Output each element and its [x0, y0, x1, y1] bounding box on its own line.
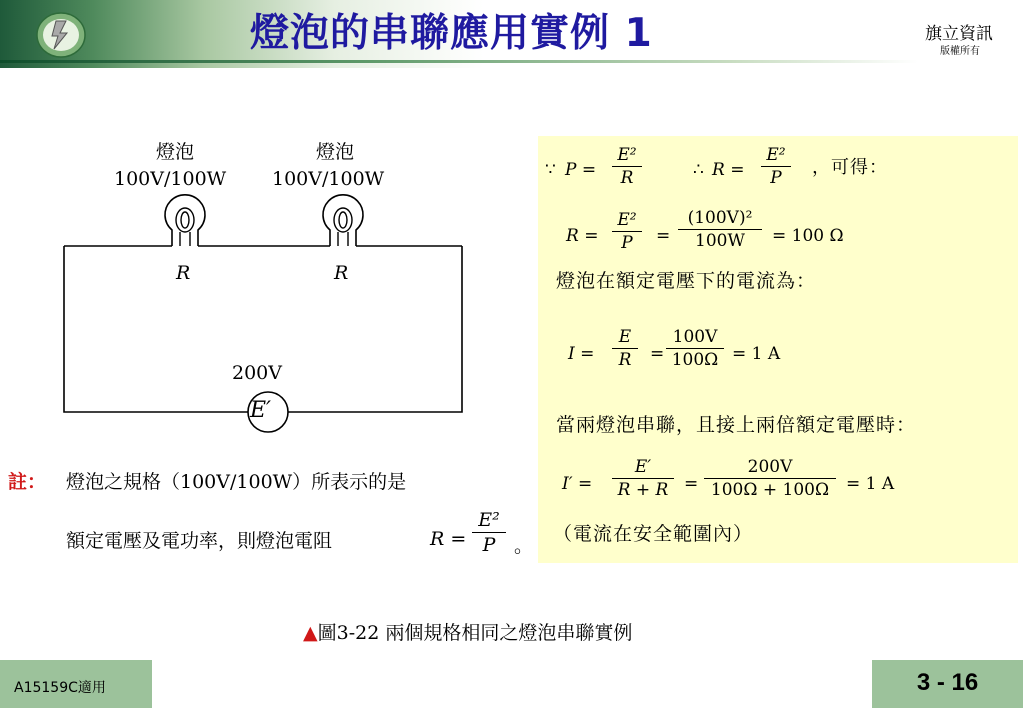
source-voltage-label: 200V — [232, 362, 282, 384]
circuit-wire — [64, 246, 248, 412]
eq1-lhs-2: R = — [712, 160, 745, 180]
bulb-1-name: 燈泡 — [156, 141, 195, 163]
publisher-rights: 版權所有 — [940, 46, 980, 57]
bulb-2-rating: 100V/100W — [272, 168, 385, 190]
eq4-fraction-1: $\frac{E'}{R + R}$ — [612, 457, 674, 500]
note-line-1: 燈泡之規格（100V/100W）所表示的是 — [66, 471, 407, 493]
eq1-fraction-2: $\frac{\text{E²}}{P}$ — [761, 145, 791, 188]
eq1-lhs: P = — [565, 160, 597, 180]
bulb-2-icon — [323, 195, 363, 246]
eq2-fraction-2: $\frac{\text{(100V)²}}{100W}$ — [678, 208, 762, 251]
page-title: 燈泡的串聯應用實例 1 — [250, 11, 653, 56]
caption-triangle-icon: ▲ — [303, 622, 318, 644]
bulb-1-icon — [165, 195, 205, 246]
panel-text-3: （電流在安全範圍內） — [553, 523, 754, 545]
eq4-equals: = — [684, 474, 699, 494]
circuit-wire — [288, 246, 462, 412]
publisher-name: 旗立資訊 — [925, 24, 993, 44]
eq1-tail: ，可得： — [812, 157, 888, 178]
eq4-lhs: I′ = — [562, 474, 593, 494]
panel-text-2: 當兩燈泡串聯，且接上兩倍額定電壓時： — [556, 414, 917, 436]
therefore-symbol: ∴ — [693, 160, 704, 180]
note-end: 。 — [514, 535, 534, 557]
source-symbol: E′ — [250, 398, 272, 423]
eq4-fraction-2: $\frac{200V}{100\Omega + 100\Omega}$ — [704, 457, 836, 500]
note-formula-lhs: R = — [430, 528, 467, 550]
footer-course-label: A15159C適用 — [0, 660, 152, 708]
resistor-1-label: R — [176, 262, 191, 284]
footer-page-number: 3 - 16 — [872, 660, 1023, 708]
bulb-2-name: 燈泡 — [316, 141, 355, 163]
eq3-result: = 1 A — [732, 344, 781, 364]
figure-caption — [303, 618, 632, 645]
because-symbol: ∵ — [545, 160, 556, 180]
eq1-fraction: $\frac{\text{E²}}{R}$ — [612, 145, 642, 188]
eq3-equals: = — [650, 344, 665, 364]
bulb-1-rating: 100V/100W — [114, 168, 227, 190]
eq3-lhs: I = — [568, 344, 595, 364]
eq4-result: = 1 A — [846, 474, 895, 494]
eq2-equals: = — [656, 226, 671, 246]
eq2-result: = 100 Ω — [772, 226, 844, 246]
note-heading: 註： — [8, 471, 47, 493]
eq3-fraction-2: $\frac{100V}{100\Omega}$ — [666, 327, 724, 370]
publisher-logo-icon — [34, 9, 88, 59]
panel-text-1: 燈泡在額定電壓下的電流為： — [556, 270, 817, 292]
note-formula-fraction: $\frac{\text{E²}}{P}$ — [472, 509, 506, 556]
note-line-2: 額定電壓及電功率，則燈泡電阻 — [66, 530, 333, 552]
header-rule — [0, 60, 918, 63]
caption-text: 圖3-22 兩個規格相同之燈泡串聯實例 — [317, 622, 633, 644]
resistor-2-label: R — [334, 262, 349, 284]
eq3-fraction-1: $\frac{E}{R}$ — [612, 327, 638, 370]
eq2-lhs: R = — [566, 226, 599, 246]
eq2-fraction-1: $\frac{\text{E²}}{P}$ — [612, 210, 642, 253]
